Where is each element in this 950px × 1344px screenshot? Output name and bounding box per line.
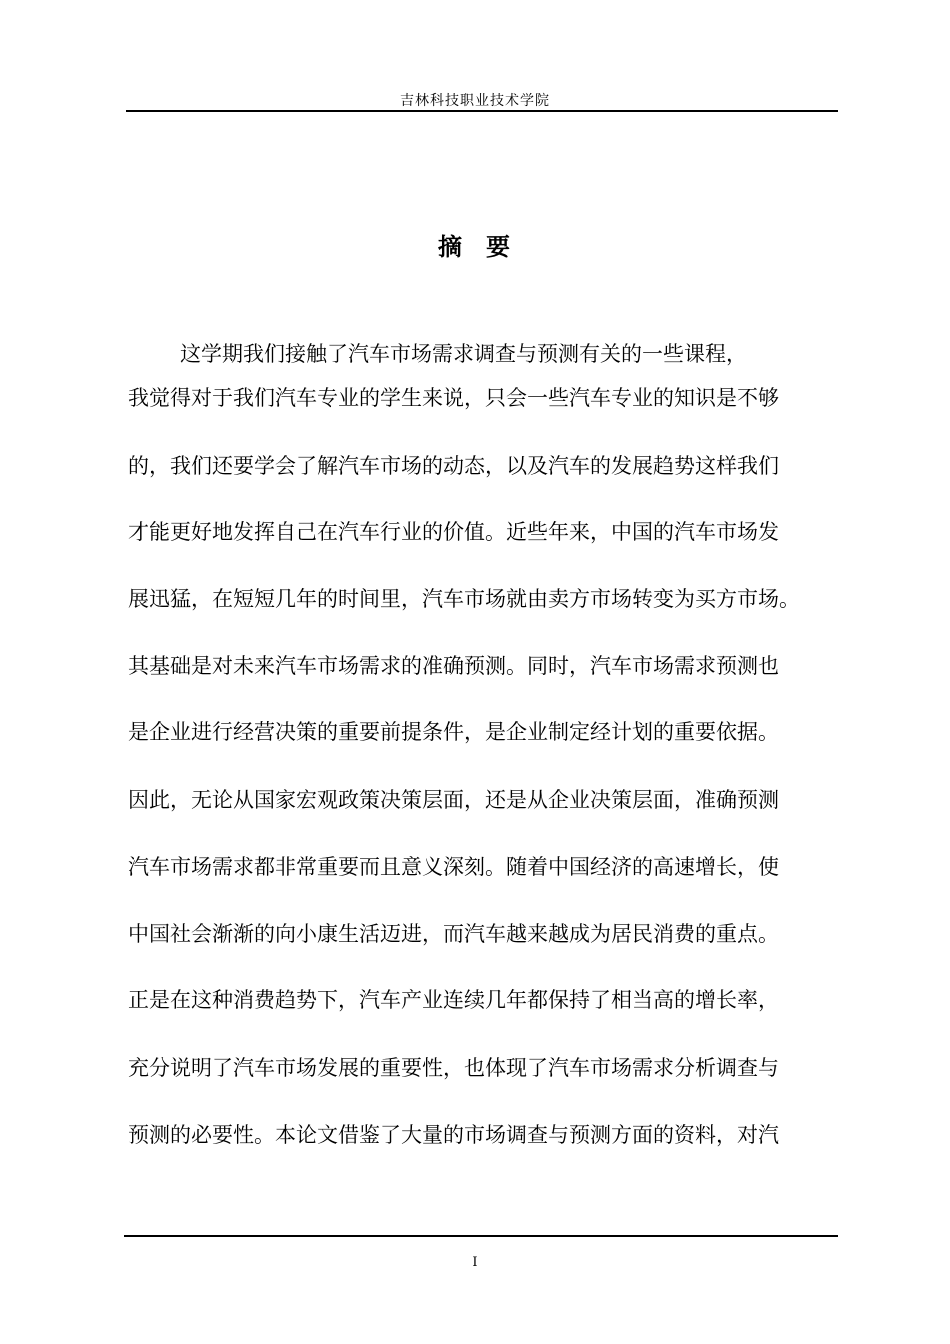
body-line-2: 我觉得对于我们汽车专业的学生来说，只会一些汽车专业的知识是不够 <box>128 386 779 410</box>
body-line-13: 预测的必要性。本论文借鉴了大量的市场调查与预测方面的资料，对汽 <box>128 1123 779 1147</box>
body-line-8: 因此，无论从国家宏观政策决策层面，还是从企业决策层面，准确预测 <box>128 788 779 812</box>
body-line-3: 的，我们还要学会了解汽车市场的动态，以及汽车的发展趋势这样我们 <box>128 454 779 478</box>
body-line-1: 这学期我们接触了汽车市场需求调查与预测有关的一些课程， <box>180 342 747 366</box>
abstract-title-char-1: 摘 <box>438 232 464 261</box>
header-divider <box>126 110 838 112</box>
page-header-institution: 吉林科技职业技术学院 <box>400 93 550 109</box>
body-line-11: 正是在这种消费趋势下，汽车产业连续几年都保持了相当高的增长率， <box>128 988 779 1012</box>
body-line-9: 汽车市场需求都非常重要而且意义深刻。随着中国经济的高速增长，使 <box>128 855 779 879</box>
page-number: I <box>472 1255 478 1270</box>
body-line-4: 才能更好地发挥自己在汽车行业的价值。近些年来，中国的汽车市场发 <box>128 520 779 544</box>
body-line-6: 其基础是对未来汽车市场需求的准确预测。同时，汽车市场需求预测也 <box>128 654 779 678</box>
body-line-10: 中国社会渐渐的向小康生活迈进，而汽车越来越成为居民消费的重点。 <box>128 922 779 946</box>
footer-divider <box>124 1235 838 1237</box>
body-line-5: 展迅猛，在短短几年的时间里，汽车市场就由卖方市场转变为买方市场。 <box>128 587 800 611</box>
abstract-title-char-2: 要 <box>486 232 512 261</box>
abstract-title <box>0 230 950 264</box>
body-line-7: 是企业进行经营决策的重要前提条件，是企业制定经计划的重要依据。 <box>128 720 779 744</box>
body-line-12: 充分说明了汽车市场发展的重要性，也体现了汽车市场需求分析调查与 <box>128 1056 779 1080</box>
